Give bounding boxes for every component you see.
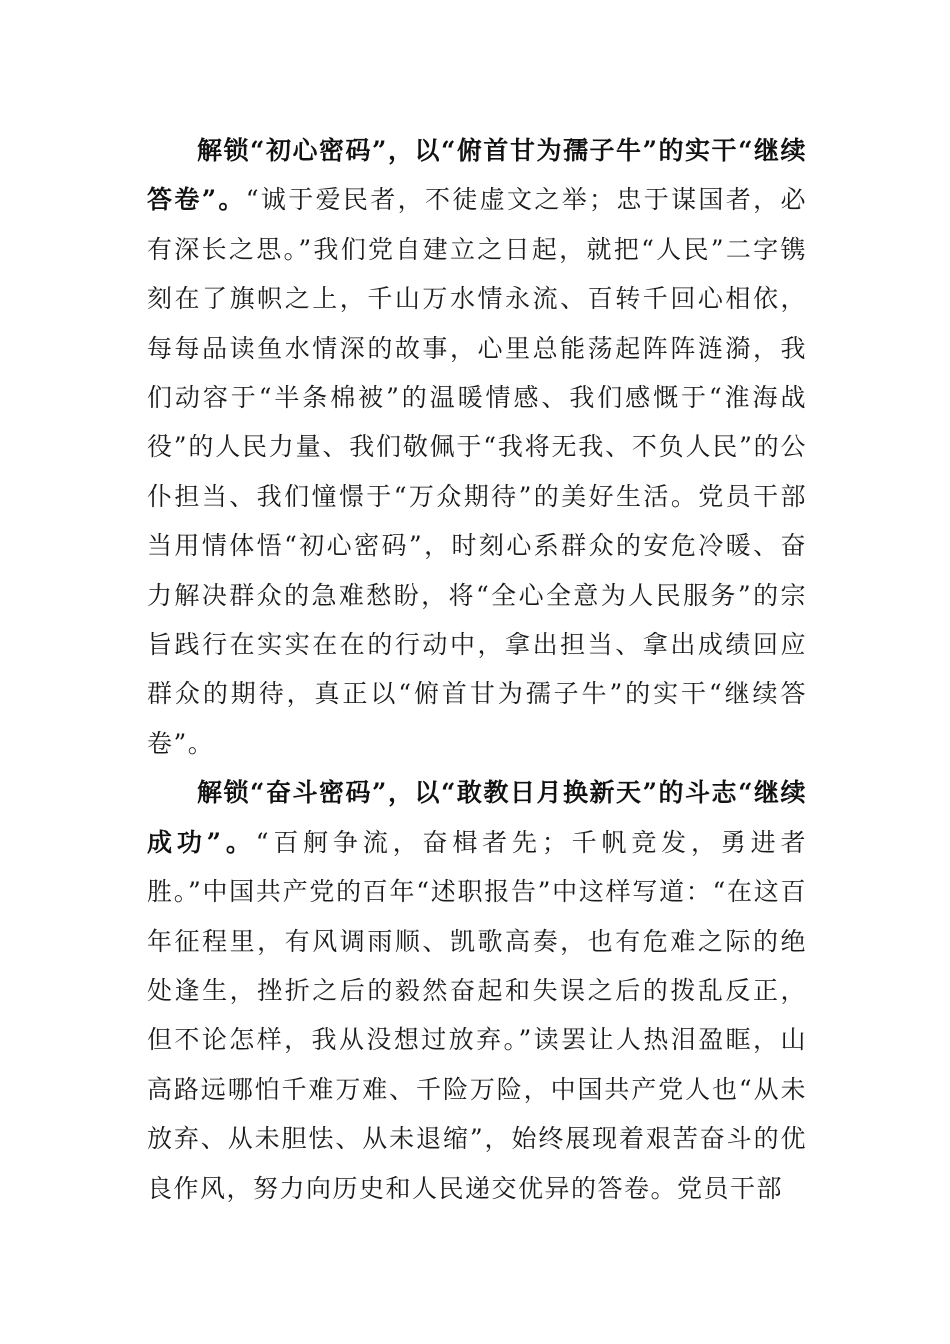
paragraph-1-lead: 解锁“初心密码”，以“俯首甘为孺子牛”的实干“继续答卷”。 [147, 136, 807, 215]
paragraph-1 [147, 126, 807, 768]
paragraph-2-body: “百舸争流，奋楫者先；千帆竞发，勇进者胜。”中国共产党的百年“述职报告”中这样写道：“在这百年征程里，有风调雨顺、凯歌高奏，也有危难之际的绝处逢生，挫折之后的毅然奋起和失误之后的拨乱反正，但不论怎样，我从没想过放弃。”读罢让人热泪盈眶，山高路远哪怕千难万难、千险万险，中国共产党人也“从未放弃、从未胆怯、从未退缩”，始终展现着艰苦奋斗的优良作风，努力向历史和人民递交优异的答卷。党员干部 [147, 827, 807, 1203]
paragraph-2-lead: 解锁“奋斗密码”，以“敢教日月换新天”的斗志“继续成功”。 [147, 778, 807, 857]
paragraph-2 [147, 768, 807, 1213]
document-body [147, 126, 807, 1213]
paragraph-1-body: “诚于爱民者，不徒虚文之举；忠于谋国者，必有深长之思。”我们党自建立之日起，就把“人民”二字镌刻在了旗帜之上，千山万水情永流、百转千回心相依，每每品读鱼水情深的故事，心里总能荡起阵阵涟漪，我们动容于“半条棉被”的温暖情感、我们感慨于“淮海战役”的人民力量、我们敬佩于“我将无我、不负人民”的公仆担当、我们憧憬于“万众期待”的美好生活。党员干部当用情体悟“初心密码”，时刻心系群众的安危冷暖、奋力解决群众的急难愁盼，将“全心全意为人民服务”的宗旨践行在实实在在的行动中，拿出担当、拿出成绩回应群众的期待，真正以“俯首甘为孺子牛”的实干“继续答卷”。 [147, 185, 807, 758]
